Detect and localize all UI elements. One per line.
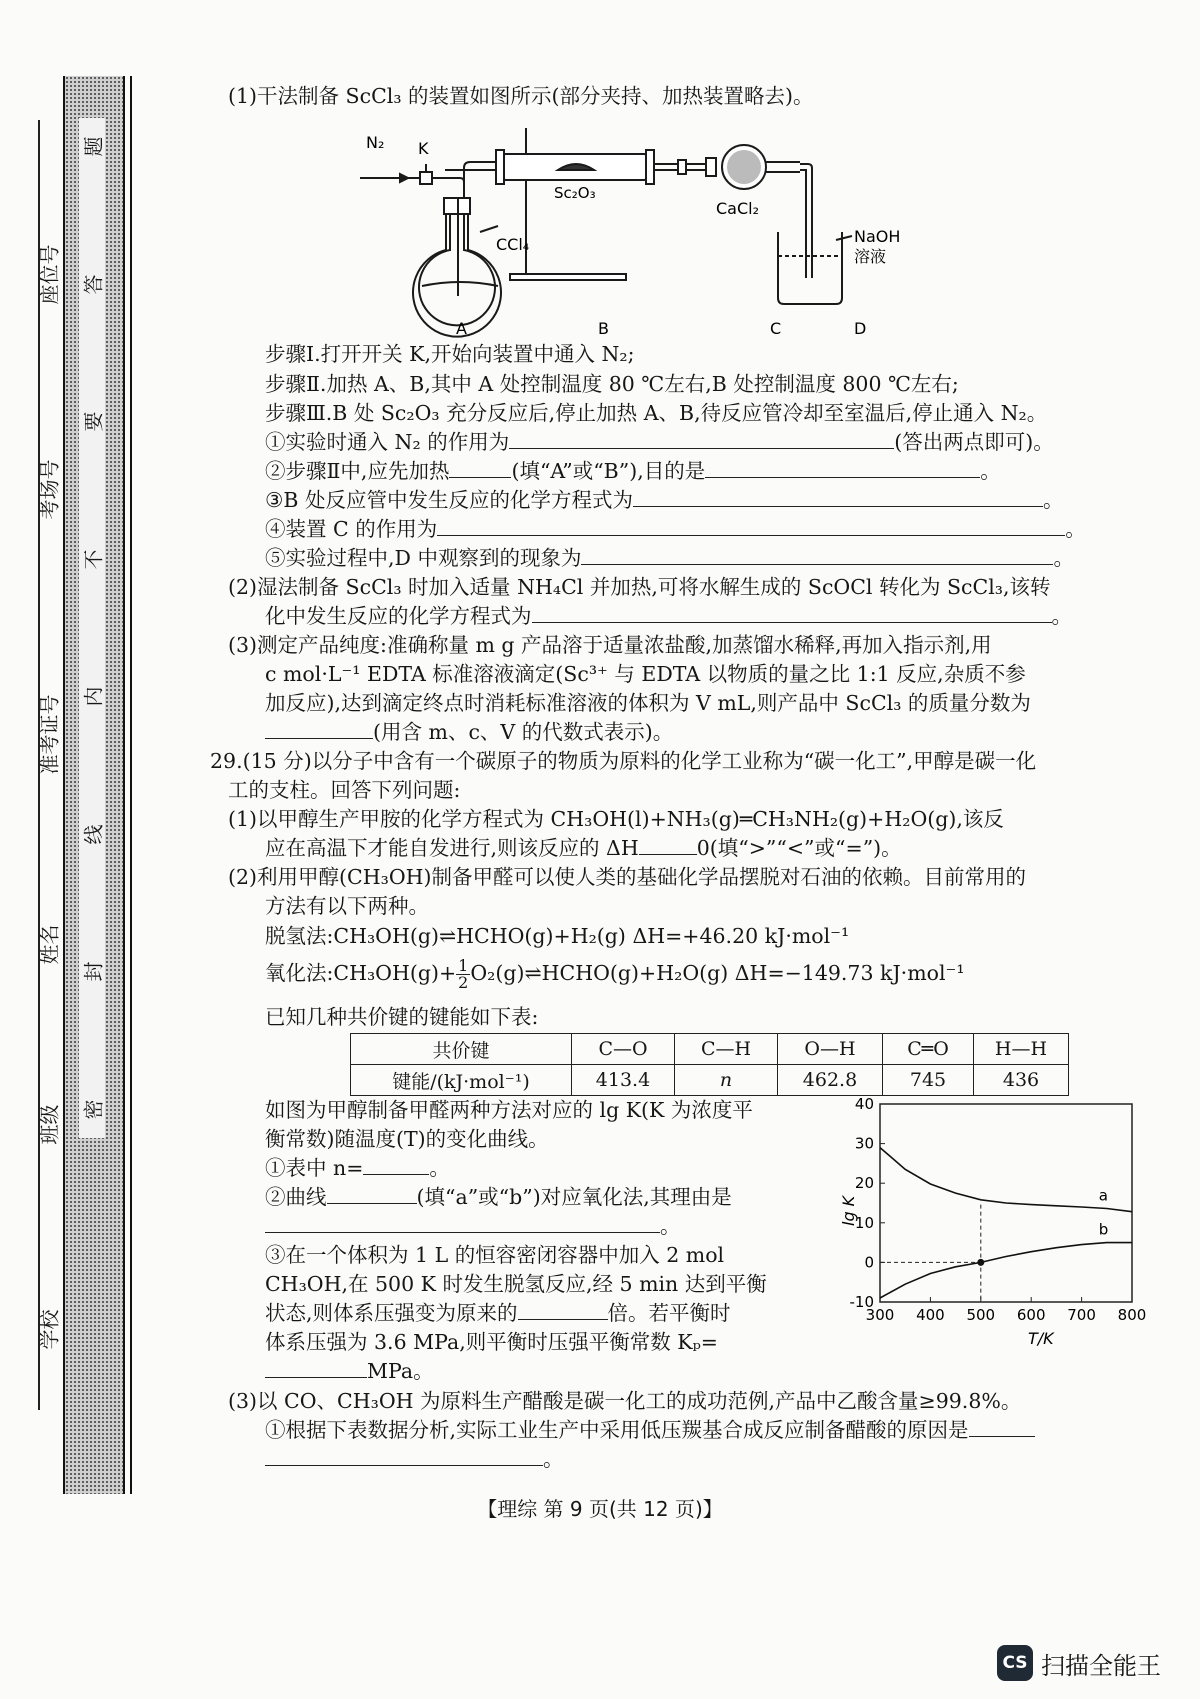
y-tick-label: 0	[864, 1253, 874, 1272]
answer-blank[interactable]	[265, 1212, 660, 1233]
camscanner-logo: CS	[997, 1645, 1033, 1681]
answer-blank[interactable]	[265, 718, 373, 739]
answer-blank[interactable]	[509, 428, 894, 449]
q29-sub3-line3	[265, 1299, 731, 1327]
answer-blank[interactable]	[265, 1357, 367, 1378]
q28-sub4-text: ④装置 C 的作用为	[265, 517, 438, 541]
dehydrogenation-equation: 脱氢法:CH₃OH(g)⇌HCHO(g)+H₂(g) ΔH=+46.20 kJ·mol⁻¹	[265, 924, 850, 948]
q28-part2-text: 化中发生反应的化学方程式为	[265, 604, 532, 628]
q28-part1-intro: (1)干法制备 ScCl₃ 的装置如图所示(部分夹持、加热装置略去)。	[228, 84, 814, 108]
sc2o3-label: Sc₂O₃	[554, 184, 596, 202]
seal-char: 密	[81, 1099, 106, 1120]
q29-part1-line1: (1)以甲醇生产甲胺的化学方程式为 CH₃OH(l)+NH₃(g)═CH₃NH₂(g)+H₂O(g),该反	[228, 807, 1004, 831]
q28-sub3-text: ③B 处反应管中发生反应的化学方程式为	[265, 488, 633, 512]
class-label: 班级	[37, 1104, 62, 1145]
q29-sub2-hint: (填“a”或“b”)对应氧化法,其理由是	[416, 1185, 732, 1209]
period: 。	[1042, 488, 1064, 512]
bond-table-intro: 已知几种共价键的键能如下表:	[265, 1005, 539, 1029]
q29-sub1-text: ①表中 n=	[265, 1156, 364, 1180]
period: 。	[1065, 517, 1086, 541]
figure-intro-line1: 如图为甲醇制备甲醛两种方法对应的 lg K(K 为浓度平	[265, 1098, 753, 1122]
q29-part3-line1: (3)以 CO、CH₃OH 为原料生产醋酸是碳一化工的成功范例,产品中乙酸含量≥99.8%。	[228, 1389, 1022, 1413]
q28-sub4	[265, 515, 1086, 543]
page-footer: 【理综 第 9 页(共 12 页)】	[477, 1497, 723, 1521]
q29-part1-line2	[265, 834, 902, 862]
valve-k	[420, 172, 432, 184]
fraction-denominator: 2	[458, 973, 469, 992]
beaker-d	[778, 232, 842, 304]
seat-number-label: 座位号	[37, 244, 62, 305]
label-a: A	[456, 319, 467, 338]
name-label: 姓名	[37, 924, 62, 965]
binding-rule	[130, 76, 132, 1494]
answer-blank[interactable]	[633, 486, 1043, 507]
seal-char: 答	[81, 274, 106, 295]
label-b: B	[598, 319, 609, 338]
q29-part1-text: 应在高温下才能自发进行,则该反应的 ΔH	[265, 836, 639, 860]
fraction-numerator: 1	[458, 956, 469, 975]
seal-char: 封	[81, 961, 106, 982]
q28-sub1	[265, 428, 1054, 456]
camscanner-name: 扫描全能王	[1041, 1651, 1161, 1680]
y-tick-label: 20	[854, 1174, 874, 1193]
camscanner-watermark	[997, 1645, 1161, 1681]
q29-sub2-cont	[265, 1212, 681, 1240]
y-tick-label: 40	[854, 1095, 874, 1113]
table-cell: 462.8	[778, 1065, 883, 1096]
q29-stem-line1: 29.(15 分)以分子中含有一个碳原子的物质为原料的化学工业称为“碳一化工”,甲醇是碳一化	[210, 749, 1037, 773]
seal-char: 线	[81, 824, 106, 845]
answer-blank[interactable]	[327, 1183, 417, 1204]
q28-sub5	[265, 544, 1074, 572]
table-cell: C—O	[572, 1034, 675, 1065]
x-tick-label: 400	[916, 1306, 945, 1324]
y-axis-label: lg K	[839, 1195, 858, 1226]
answer-blank[interactable]	[449, 457, 511, 478]
table-cell: O—H	[778, 1034, 883, 1065]
seal-char: 题	[81, 136, 106, 157]
table-cell: 745	[883, 1065, 974, 1096]
answer-blank[interactable]	[265, 1445, 543, 1466]
q28-part3-line4	[265, 718, 673, 746]
q29-stem-line2: 工的支柱。回答下列问题:	[228, 778, 461, 802]
q29-part3-line3	[265, 1445, 564, 1473]
period: 。	[1051, 604, 1072, 628]
q28-sub2-hint: (填“A”或“B”),目的是	[511, 459, 706, 483]
curve-label-a: a	[1098, 1186, 1109, 1205]
table-row	[351, 1034, 1069, 1065]
period: 。	[1053, 546, 1074, 570]
answer-blank[interactable]	[437, 515, 1065, 536]
q28-part2-line2	[265, 602, 1072, 630]
oxidation-equation	[265, 958, 965, 991]
table-cell: n	[675, 1065, 778, 1096]
exam-room-label: 考场号	[37, 459, 62, 520]
q29-part3-line2	[265, 1416, 1035, 1444]
table-cell: 共价键	[351, 1034, 572, 1065]
curve-a	[880, 1148, 1132, 1212]
q29-sub1	[265, 1154, 450, 1182]
q28-sub3	[265, 486, 1063, 514]
q28-part2-line1: (2)湿法制备 ScCl₃ 时加入适量 NH₄Cl 并加热,可将水解生成的 ScOCl 转化为 ScCl₃,该转	[228, 575, 1051, 599]
ccl4-label: CCl₄	[496, 235, 530, 254]
y-tick-label: 10	[854, 1213, 874, 1232]
naoh-label: NaOH	[854, 227, 901, 246]
cacl2-label: CaCl₂	[716, 199, 760, 218]
period: 。	[543, 1447, 564, 1471]
seal-text	[79, 118, 105, 1138]
answer-blank[interactable]	[363, 1154, 429, 1175]
q29-sub3-line5	[265, 1357, 434, 1385]
k-label: K	[418, 139, 429, 158]
answer-blank[interactable]	[581, 544, 1053, 565]
x-tick-label: 700	[1067, 1306, 1096, 1324]
q29-sub3-text2: 倍。若平衡时	[607, 1301, 731, 1325]
y-tick-label: -10	[849, 1293, 874, 1311]
q29-sub3-text: 状态,则体系压强变为原来的	[265, 1301, 518, 1325]
x-tick-label: 600	[1016, 1306, 1046, 1324]
solution-label: 溶液	[854, 247, 887, 266]
answer-blank[interactable]	[518, 1299, 608, 1320]
fraction-half	[456, 958, 470, 991]
figure-intro-line2: 衡常数)随温度(T)的变化曲线。	[265, 1127, 549, 1151]
intersection-point	[977, 1259, 984, 1266]
q29-sub2-text: ②曲线	[265, 1185, 327, 1209]
x-axis-label: T/K	[1028, 1329, 1054, 1348]
apparatus-diagram	[360, 128, 1000, 340]
answer-blank[interactable]	[705, 457, 980, 478]
step-3: 步骤Ⅲ.B 处 Sc₂O₃ 充分反应后,停止加热 A、B,待反应管冷却至室温后,停止通入 N₂。	[265, 401, 1048, 425]
ccl4-liquid	[422, 282, 498, 286]
q28-part3-line3: 加反应),达到滴定终点时消耗标准溶液的体积为 V mL,则产品中 ScCl₃ 的质量分数为	[265, 691, 1031, 715]
q29-part2-line1: (2)利用甲醇(CH₃OH)制备甲醛可以使人类的基础化学品摆脱对石油的依赖。目前常用的	[228, 865, 1026, 889]
q28-sub1-text: ①实验时通入 N₂ 的作用为	[265, 430, 510, 454]
q28-sub2	[265, 457, 1001, 485]
answer-blank[interactable]	[969, 1416, 1035, 1437]
table-cell: H—H	[974, 1034, 1069, 1065]
answer-blank[interactable]	[532, 602, 1052, 623]
stand-base	[510, 274, 626, 280]
curve-b	[880, 1243, 1132, 1298]
q28-sub2-text: ②步骤Ⅱ中,应先加热	[265, 459, 450, 483]
q29-part2-line2: 方法有以下两种。	[265, 894, 429, 918]
q28-part3-line2: c mol·L⁻¹ EDTA 标准溶液滴定(Sc³⁺ 与 EDTA 以物质的量之比 1:1 反应,杂质不参	[265, 662, 1026, 686]
label-d: D	[854, 319, 867, 338]
seal-char: 不	[81, 549, 106, 570]
q28-sub1-hint: (答出两点即可)。	[894, 430, 1054, 454]
q29-part1-hint: 0(填“>”“<”或“=”)。	[696, 836, 902, 860]
arrow-head	[400, 174, 408, 182]
school-label: 学校	[37, 1309, 62, 1350]
q28-part3-hint: (用含 m、c、V 的代数式表示)。	[373, 720, 674, 744]
x-tick-label: 500	[966, 1306, 996, 1324]
oxidation-equation-part2: O₂(g)⇌HCHO(g)+H₂O(g) ΔH=−149.73 kJ·mol⁻¹	[470, 961, 965, 985]
q29-part3-text: ①根据下表数据分析,实际工业生产中采用低压羰基合成反应制备醋酸的原因是	[265, 1418, 969, 1442]
q28-part3-line1: (3)测定产品纯度:准确称量 m g 产品溶于适量浓盐酸,加蒸馏水稀释,再加入指示剂,用	[228, 633, 992, 657]
table-cell: 436	[974, 1065, 1069, 1096]
oxidation-equation-part1: 氧化法:CH₃OH(g)+	[265, 961, 457, 985]
label-c: C	[770, 319, 782, 338]
seal-char: 要	[81, 411, 106, 432]
x-tick-label: 800	[1117, 1306, 1147, 1324]
q29-sub3-line2: CH₃OH,在 500 K 时发生脱氢反应,经 5 min 达到平衡	[265, 1272, 767, 1296]
n2-label: N₂	[366, 133, 385, 152]
step-2: 步骤Ⅱ.加热 A、B,其中 A 处控制温度 80 ℃左右,B 处控制温度 800 ℃左右;	[265, 372, 959, 396]
answer-blank[interactable]	[639, 834, 697, 855]
period: 。	[980, 459, 1001, 483]
table-cell: 键能/(kJ·mol⁻¹)	[351, 1065, 572, 1096]
period: 。	[429, 1156, 450, 1180]
step-1: 步骤Ⅰ.打开开关 K,开始向装置中通入 N₂;	[265, 342, 635, 366]
x-tick-label: 300	[865, 1306, 895, 1324]
table-cell: C═O	[883, 1034, 974, 1065]
table-cell: 413.4	[572, 1065, 675, 1096]
y-tick-label: 30	[854, 1134, 874, 1153]
curve-label-b: b	[1098, 1220, 1109, 1239]
q29-sub2	[265, 1183, 732, 1211]
period: 。	[660, 1214, 681, 1238]
q29-sub3-line4: 体系压强为 3.6 MPa,则平衡时压强平衡常数 Kₚ=	[265, 1330, 718, 1354]
table-cell: C—H	[675, 1034, 778, 1065]
seal-char: 内	[81, 686, 106, 707]
lgk-temperature-chart	[820, 1090, 1150, 1350]
admission-number-label: 准考证号	[37, 694, 62, 775]
q29-sub3-line1: ③在一个体积为 1 L 的恒容密闭容器中加入 2 mol	[265, 1243, 725, 1267]
bond-energy-table	[350, 1033, 1069, 1096]
unit-mpa: MPa。	[367, 1359, 434, 1383]
q28-sub5-text: ⑤实验过程中,D 中观察到的现象为	[265, 546, 582, 570]
